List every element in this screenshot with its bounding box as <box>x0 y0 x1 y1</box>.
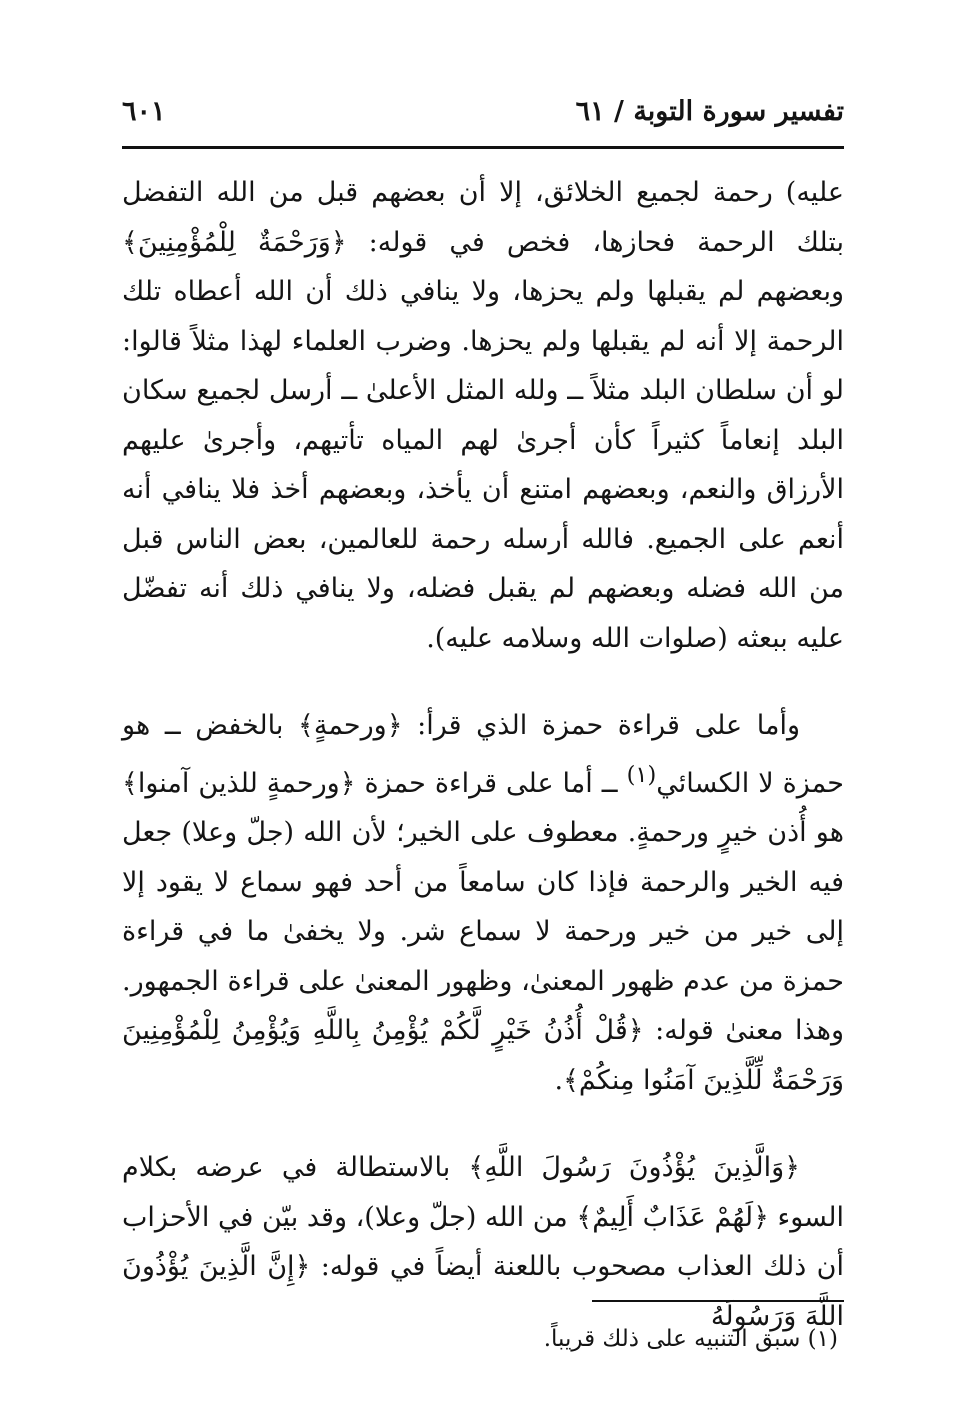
running-title: تفسير سورة التوبة / ٦١ <box>575 96 844 127</box>
page-number: ٦٠١ <box>122 96 166 127</box>
paragraph-3: ﴿وَالَّذِينَ يُؤْذُونَ رَسُولَ اللَّهِ﴾ بالاستطالة في عرضه بكلام السوء ﴿لَهُمْ عَذَابٌ أَلِيمٌ﴾ من الله (جلّ وعلا)، وقد بيّن في الأحزاب أن ذلك العذاب مصحوب باللعنة أيضاً في قوله: ﴿إِنَّ الَّذِينَ يُؤْذُونَ اللَّهَ وَرَسُولَهُ <box>122 1152 844 1332</box>
footnote-number: (١) <box>807 1326 838 1352</box>
paragraph-2-end: ــ أما على قراءة حمزة ﴿ورحمةٍ للذين آمنوا﴾ هو أُذن خيرٍ ورحمةٍ. معطوف على الخير؛ لأن الله (جلّ وعلا) جعل فيه الخير والرحمة فإذا كان سامعاً من أحد فهو سماع لا يقود إلا إلى خير من خير ورحمة لا سماع شر. ولا يخفىٰ ما في قراءة حمزة من عدم ظهور المعنىٰ، وظهور المعنىٰ على قراءة الجمهور. وهذا معنىٰ قوله: ﴿قُلْ أُذُنُ خَيْرٍ لَّكُمْ يُؤْمِنُ بِاللَّهِ وَيُؤْمِنُ لِلْمُؤْمِنِينَ وَرَحْمَةٌ لِّلَّذِينَ آمَنُوا مِنكُمْ﴾. <box>122 767 844 1096</box>
footnote-rule <box>592 1300 844 1302</box>
footnote-reference[interactable]: (١) <box>626 761 657 788</box>
header-rule <box>122 146 844 149</box>
paragraph-1: عليه) رحمة لجميع الخلائق، إلا أن بعضهم قبل من الله التفضل بتلك الرحمة فحازها، فخص في قوله: ﴿وَرَحْمَةٌ لِلْمُؤْمِنِينَ﴾ وبعضهم لم يقبلها ولم يحزها، ولا ينافي ذلك أن الله أعطاه تلك الرحمة إلا أنه لم يقبلها ولم يحزها. وضرب العلماء لهذا مثلاً قالوا: لو أن سلطان البلد مثلاً ــ ولله المثل الأعلىٰ ــ أرسل لجميع سكان البلد إنعاماً كثيراً كأن أجرىٰ لهم المياه تأتيهم، وأجرىٰ عليهم الأرزاق والنعم، وبعضهم امتنع أن يأخذ، وبعضهم أخذ فلا ينافي أنه أنعم على الجميع. فالله أرسله رحمة للعالمين، بعض الناس قبل من الله فضله وبعضهم لم يقبل فضله، ولا ينافي ذلك أنه تفضّل عليه ببعثه (صلوات الله وسلامه عليه). <box>122 177 844 654</box>
footnote <box>122 1322 838 1356</box>
footnote-text: سبق التنبيه على ذلك قريباً. <box>543 1326 801 1352</box>
paragraph-2 <box>122 701 844 1105</box>
main-text <box>122 168 844 1341</box>
paragraph-2-start: وأما على قراءة حمزة الذي قرأ: ﴿ورحمةٍ﴾ بالخفض ــ هو حمزة لا الكسائي <box>122 710 844 799</box>
running-header <box>122 88 844 136</box>
